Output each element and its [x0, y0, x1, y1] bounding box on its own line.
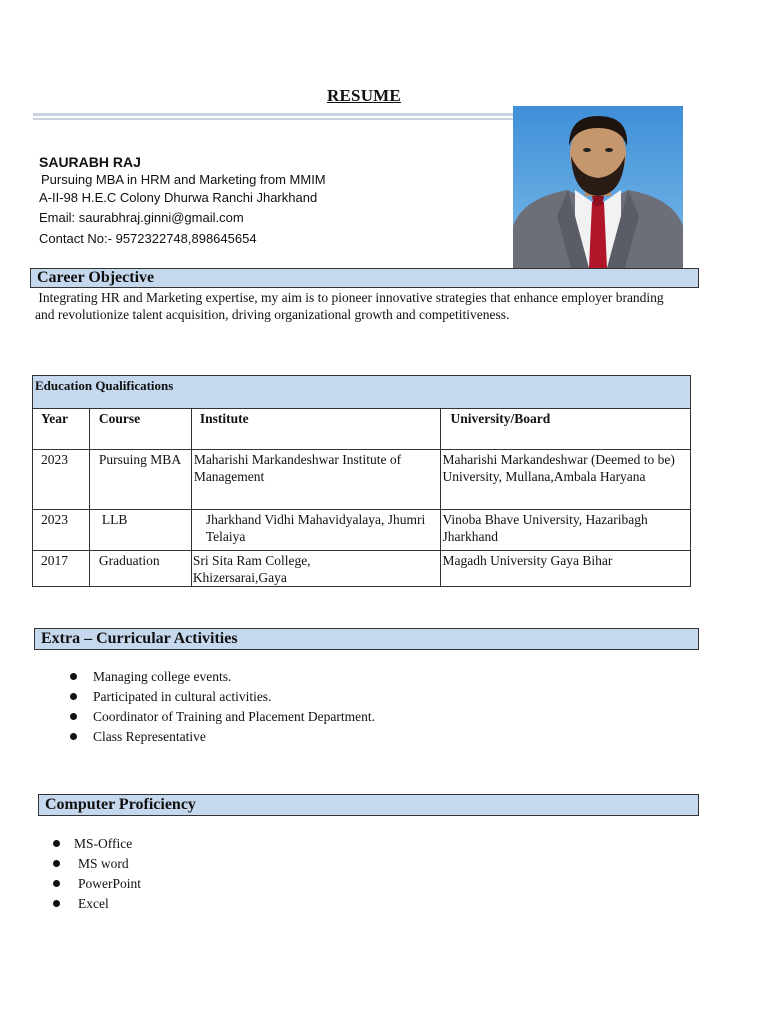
- list-item-text: MS word: [78, 856, 129, 871]
- profile-photo: [513, 106, 683, 268]
- cell-year: 2023: [33, 450, 90, 510]
- column-header-university: University/Board: [441, 409, 691, 450]
- cell-course: Pursuing MBA: [89, 450, 191, 510]
- bullet-icon: [53, 840, 60, 847]
- cell-university: Vinoba Bhave University, Hazaribagh Jharkhand: [441, 510, 691, 551]
- list-item: [53, 834, 141, 854]
- title-rule: [33, 113, 513, 116]
- info-line-contact: Contact No:- 9572322748,898645654: [39, 231, 257, 246]
- bullet-icon: [53, 880, 60, 887]
- table-header-row: [33, 409, 691, 450]
- bullet-icon: [70, 713, 77, 720]
- cell-course: Graduation: [89, 551, 191, 587]
- info-line-email: Email: saurabhraj.ginni@gmail.com: [39, 210, 244, 225]
- extra-curricular-list: [70, 667, 375, 747]
- list-item: [70, 727, 375, 747]
- list-item: [53, 854, 141, 874]
- title-rule: [33, 118, 513, 120]
- section-heading-career-objective: Career Objective: [30, 268, 699, 288]
- candidate-name: SAURABH RAJ: [39, 154, 141, 170]
- table-row: [33, 450, 691, 510]
- career-objective-text: [35, 289, 675, 323]
- bullet-icon: [70, 673, 77, 680]
- list-item-text: PowerPoint: [78, 876, 142, 891]
- bullet-icon: [70, 693, 77, 700]
- list-item-text: Coordinator of Training and Placement Department.: [93, 709, 375, 724]
- cell-course: LLB: [89, 510, 191, 551]
- career-objective-body: Integrating HR and Marketing expertise, my aim is to pioneer innovative strategies that enhance employer branding and revolutionize talent acquisition, driving organizational growth and competitiveness.: [35, 290, 664, 322]
- computer-proficiency-list: [53, 834, 141, 914]
- list-item: [70, 687, 375, 707]
- list-item: [70, 667, 375, 687]
- list-item: [70, 707, 375, 727]
- list-item-text: Participated in cultural activities.: [93, 689, 272, 704]
- cell-university: Magadh University Gaya Bihar: [441, 551, 691, 587]
- bullet-icon: [70, 733, 77, 740]
- cell-institute: Sri Sita Ram College, Khizersarai,Gaya: [191, 551, 441, 587]
- list-item-text: Excel: [78, 896, 109, 911]
- education-table: [32, 408, 691, 587]
- section-heading-extra-curricular: Extra – Curricular Activities: [34, 628, 699, 650]
- cell-year: 2023: [33, 510, 90, 551]
- list-item-text: MS-Office: [74, 836, 133, 851]
- cell-year: 2017: [33, 551, 90, 587]
- table-row: [33, 551, 691, 587]
- list-item-text: Class Representative: [93, 729, 206, 744]
- info-line-address: A-II-98 H.E.C Colony Dhurwa Ranchi Jharkhand: [39, 190, 318, 205]
- cell-institute: Maharishi Markandeshwar Institute of Management: [191, 450, 441, 510]
- cell-university: Maharishi Markandeshwar (Deemed to be) University, Mullana,Ambala Haryana: [441, 450, 691, 510]
- column-header-year: Year: [33, 409, 90, 450]
- section-heading-education: Education Qualifications: [32, 375, 691, 408]
- list-item: [53, 894, 141, 914]
- section-heading-computer-proficiency: Computer Proficiency: [38, 794, 699, 816]
- column-header-course: Course: [89, 409, 191, 450]
- column-header-institute: Institute: [191, 409, 441, 450]
- list-item: [53, 874, 141, 894]
- bullet-icon: [53, 900, 60, 907]
- info-line-education: Pursuing MBA in HRM and Marketing from MMIM: [41, 172, 326, 187]
- bullet-icon: [53, 860, 60, 867]
- list-item-text: Managing college events.: [93, 669, 232, 684]
- table-row: [33, 510, 691, 551]
- resume-title: RESUME: [327, 86, 401, 105]
- cell-institute: Jharkhand Vidhi Mahavidyalaya, Jhumri Telaiya: [191, 510, 441, 551]
